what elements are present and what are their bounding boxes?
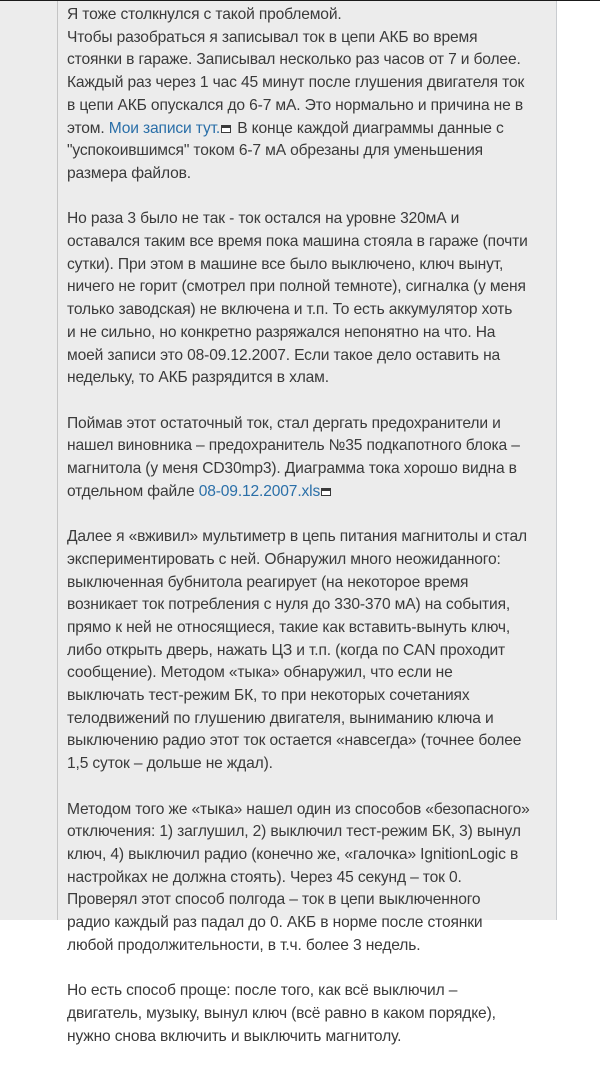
text-line: настройках не должна стоять). Через 45 секунд – ток 0. xyxy=(67,868,462,886)
text-fragment: отдельном файле xyxy=(67,482,199,500)
text-line: либо открыть дверь, нажать ЦЗ и т.п. (когда по CAN проходит xyxy=(67,641,506,659)
post-body xyxy=(67,4,553,1071)
text-line: Каждый раз через 1 час 45 минут после глушения двигателя ток xyxy=(67,74,525,92)
my-records-link[interactable]: Мои записи тут. xyxy=(108,119,221,137)
text-fragment: В конце каждой диаграммы данные с xyxy=(233,119,504,137)
text-line: сутки). При этом в машине все было выключено, ключ вынут, xyxy=(67,255,504,273)
text-line: выключенная бубнитола реагирует (на некоторое время xyxy=(67,573,469,591)
paragraph-5 xyxy=(67,799,553,958)
text-line: Я тоже столкнулся с такой проблемой. xyxy=(67,6,342,23)
text-line: любой продолжительности, в т.ч. более 3 недель. xyxy=(67,936,421,954)
text-line xyxy=(67,118,553,141)
text-line: радио каждый раз падал до 0. АКБ в норме после стоянки xyxy=(67,914,483,932)
paragraph-6 xyxy=(67,980,553,1048)
text-line: в цепи АКБ опускался до 6-7 мА. Это нормально и причина не в xyxy=(67,96,523,114)
forum-post-panel xyxy=(57,1,557,1045)
text-line: недельку, то АКБ разрядится в хлам. xyxy=(67,369,329,387)
text-line: Проверял этот способ полгода – ток в цепи выключенного xyxy=(67,891,481,909)
text-fragment: этом. xyxy=(67,119,109,137)
text-line: моей записи это 08-09.12.2007. Если такое дело оставить на xyxy=(67,346,501,364)
left-gutter xyxy=(0,1,57,920)
external-window-icon[interactable] xyxy=(221,125,231,133)
text-line: выключению радио этот ток остается «навсегда» (точнее более xyxy=(67,732,522,750)
text-line: 1,5 суток – дольше не ждал). xyxy=(67,755,273,773)
paragraph-4 xyxy=(67,526,553,776)
external-window-icon[interactable] xyxy=(321,488,331,496)
text-line: ничего не горит (смотрел при полной темноте), сигналка (у меня xyxy=(67,278,526,296)
text-line: отключения: 1) заглушил, 2) выключил тест-режим БК, 3) вынул xyxy=(67,823,521,841)
text-line: выключать тест-режим БК, то при некоторых сочетаниях xyxy=(67,687,470,705)
text-line: нашел виновника – предохранитель №35 подкапотного блока – xyxy=(67,437,520,455)
text-line: Но раза 3 было не так - ток остался на уровне 320мА и xyxy=(67,210,460,228)
text-line: возникает ток потребления с нуля до 330-370 мА) на события, xyxy=(67,596,511,614)
text-line xyxy=(67,481,553,504)
text-line: сообщение). Методом «тыка» обнаружил, что если не xyxy=(67,664,453,682)
text-line: Далее я «вживил» мультиметр в цепь питания магнитолы и стал xyxy=(67,528,527,546)
paragraph-3 xyxy=(67,413,553,504)
text-line: магнитола (у меня CD30mp3). Диаграмма тока хорошо видна в xyxy=(67,460,517,478)
text-line: ключ, 4) выключил радио (конечно же, «галочка» IgnitionLogic в xyxy=(67,845,519,863)
paragraph-1 xyxy=(67,4,553,186)
text-line: только заводская) не включена и т.п. То есть аккумулятор хоть xyxy=(67,301,513,319)
text-line: Поймав этот остаточный ток, стал дергать предохранители и xyxy=(67,414,501,432)
text-line: "успокоившимся" током 6-7 мА обрезаны для уменьшения xyxy=(67,142,483,160)
text-line: стоянки в гараже. Записывал несколько раз часов от 7 и более. xyxy=(67,51,521,69)
text-line: телодвижений по глушению двигателя, выниманию ключа и xyxy=(67,709,494,727)
text-line: нужно снова включить и выключить магнитолу. xyxy=(67,1027,402,1045)
xls-file-link[interactable]: 08-09.12.2007.xls xyxy=(198,482,321,500)
text-line: оставался таким все время пока машина стояла в гараже (почти xyxy=(67,233,528,251)
text-line: Но есть способ проще: после того, как всё выключил – xyxy=(67,982,458,1000)
text-line: и не сильно, но конкретно разряжался непонятно на что. На xyxy=(67,323,496,341)
text-line: экспериментировать с ней. Обнаружил много неожиданного: xyxy=(67,550,501,568)
text-line: Чтобы разобраться я записывал ток в цепи АКБ во время xyxy=(67,28,478,46)
text-line: размера файлов. xyxy=(67,164,191,182)
text-line: прямо к ней не относящиеся, такие как вставить-вынуть ключ, xyxy=(67,618,511,636)
paragraph-2 xyxy=(67,208,553,390)
text-line: Методом того же «тыка» нашел один из способов «безопасного» xyxy=(67,800,530,818)
text-line: двигатель, музыку, вынул ключ (всё равно в каком порядке), xyxy=(67,1004,496,1022)
